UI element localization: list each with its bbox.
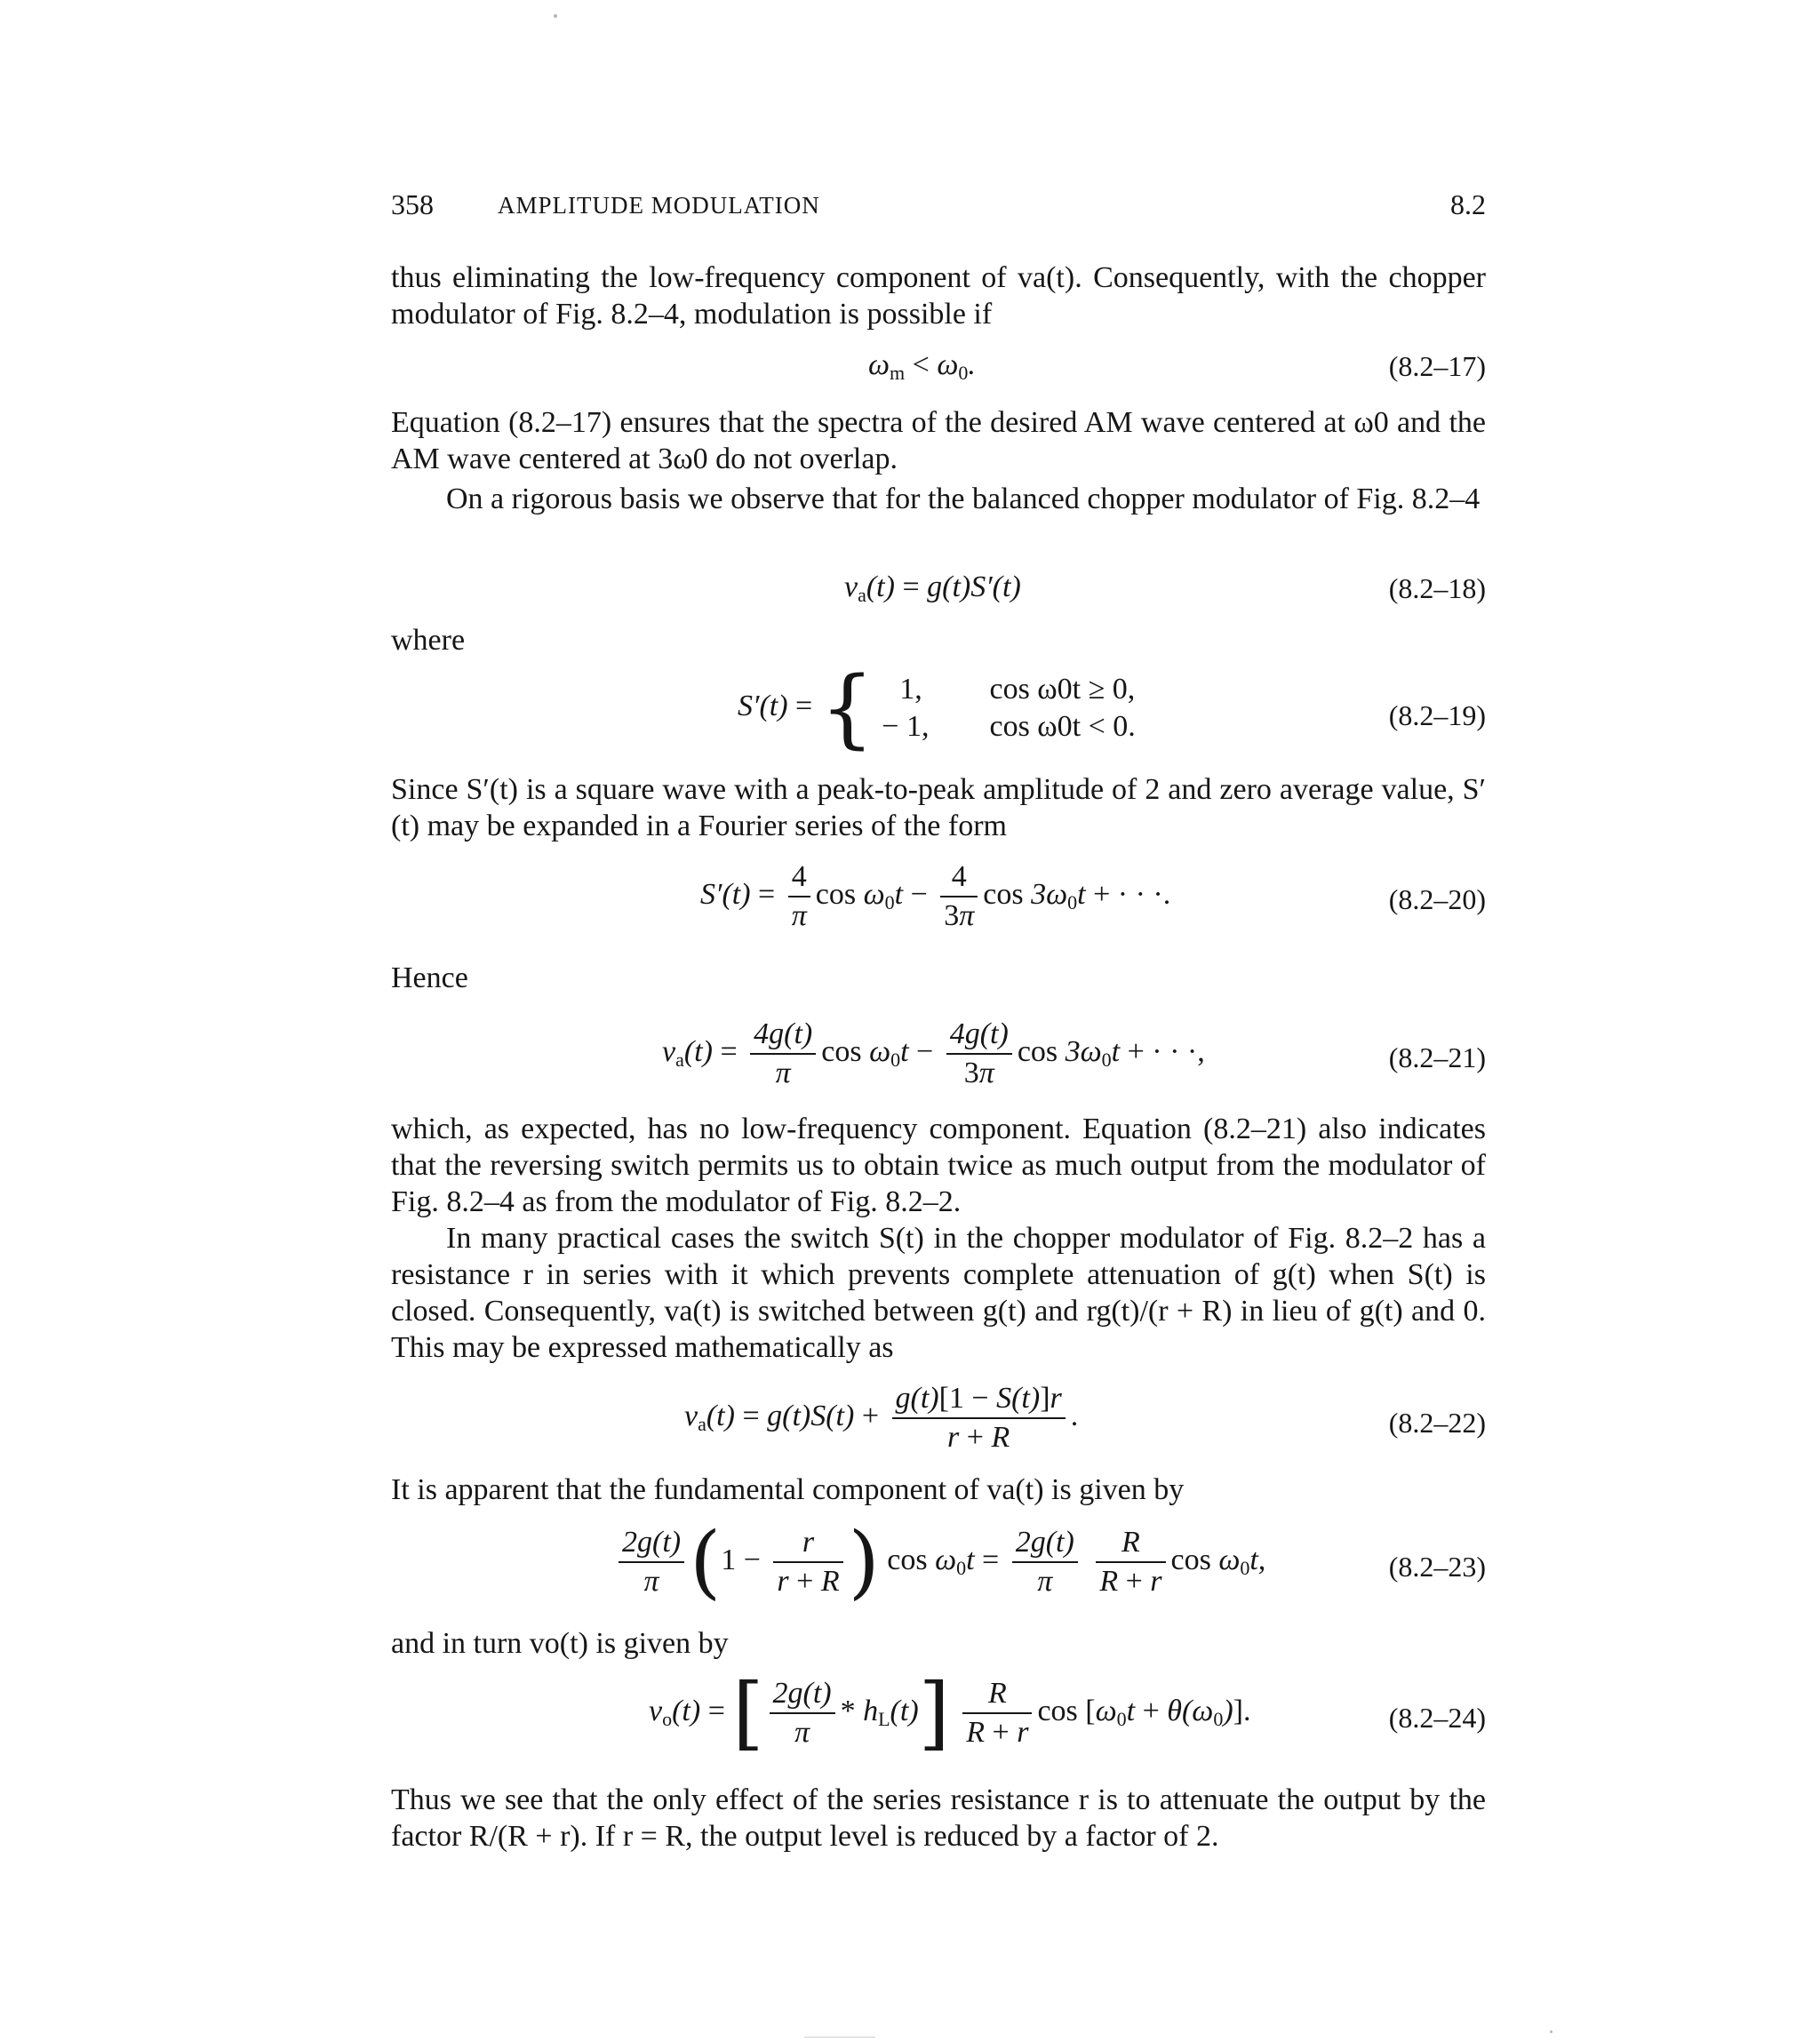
paragraph: and in turn vo(t) is given by <box>391 1627 729 1660</box>
section-number: 8.2 <box>1450 188 1486 220</box>
equation-number: (8.2–19) <box>1388 699 1486 731</box>
equation-8-2-21: $v_a(t)$ = $\frac{4g(t)}{\pi}$ $\cos \omega_0t$ − $\frac{4g(t)}{3\pi}$ $\cos 3\omega_0t$ + · · ·, <box>662 1017 1205 1089</box>
running-title: AMPLITUDE MODULATION <box>498 192 820 219</box>
scan-smudge <box>804 2037 875 2038</box>
case-value: 1, <box>899 673 922 706</box>
equation-8-2-23: $\frac{2g(t)}{\pi}$ (1 − $\frac{r}{r + R}$ ) $\cos \omega_0t$ = $\frac{2g(t)}{\pi}$ $\frac{R}{R + r}$ $\cos \omega_0t$, <box>613 1526 1265 1599</box>
equation-8-2-22: $v_a(t) = g(t)S(t)$ + $\frac{g(t)[1 - S(t)]r}{r + R}$ . <box>684 1382 1079 1454</box>
case-condition: cos ω0t ≥ 0, <box>989 673 1136 706</box>
scan-speck <box>1550 2030 1553 2033</box>
equation-number: (8.2–20) <box>1388 883 1486 915</box>
equation-8-2-18: $v_a(t) = g(t)S'(t)$ <box>844 570 1021 606</box>
equation-number: (8.2–17) <box>1388 350 1486 382</box>
paragraph: Equation (8.2–17) ensures that the spectra of the desired AM wave centered at ω0 and the AM wave centered at 3ω0 do not overlap. <box>391 406 1486 475</box>
page-number: 358 <box>391 188 434 220</box>
equation-8-2-24: $v_o(t)$ = [ $\frac{2g(t)}{\pi}$ * $h_L(t)$] $\frac{R}{R + r}$ $\cos [\omega_0t + \theta(\omega_0)]$. <box>649 1666 1251 1759</box>
equation-8-2-19: S′(t) = { 1, cos ω0t ≥ 0, − 1, cos ω0t < 0. <box>738 671 1161 746</box>
equation-number: (8.2–23) <box>1388 1551 1486 1583</box>
equation-8-2-20: S′(t) = $\frac{4}{\pi}$ $\cos \omega_0t$ − $\frac{4}{3\pi}$ $\cos 3\omega_0t$ + · · ·. <box>700 860 1171 932</box>
case-value: − 1, <box>882 710 930 743</box>
paragraph: thus eliminating the low-frequency component of va(t). Consequently, with the chopper modulator of Fig. 8.2–4, modulation is possible if <box>391 261 1486 331</box>
paragraph: It is apparent that the fundamental component of va(t) is given by <box>391 1473 1185 1506</box>
left-brace: { <box>819 658 874 758</box>
paragraph: Thus we see that the only effect of the series resistance r is to attenuate the output by the factor R/(R + r). If r = R, the output level is reduced by a factor of 2. <box>391 1783 1486 1853</box>
paragraph: Since S′(t) is a square wave with a peak-to-peak amplitude of 2 and zero average value, S′(t) may be expanded in a Fourier series of the form <box>391 773 1486 842</box>
paragraph: Hence <box>391 961 468 994</box>
paragraph: In many practical cases the switch S(t) in the chopper modulator of Fig. 8.2–2 has a resistance r in series with it which prevents complete attenuation of g(t) when S(t) is closed. Consequently, va(t) is switched between g(t) and rg(t)/(r + R) in lieu of g(t) and 0. This may be expressed mathematically as <box>391 1222 1486 1364</box>
case-condition: cos ω0t < 0. <box>989 710 1136 743</box>
equation-number: (8.2–22) <box>1388 1407 1486 1439</box>
equation-8-2-17: $\omega_m < \omega_0$. <box>868 348 976 384</box>
scan-speck <box>554 14 557 18</box>
equation-number: (8.2–24) <box>1388 1702 1486 1734</box>
paragraph: On a rigorous basis we observe that for the balanced chopper modulator of Fig. 8.2–4 <box>446 483 1481 515</box>
equation-number: (8.2–21) <box>1388 1041 1486 1073</box>
paragraph: where <box>391 624 466 657</box>
paragraph: which, as expected, has no low-frequency component. Equation (8.2–21) also indicates that the reversing switch permits us to obtain twice as much output from the modulator of Fig. 8.2–4 as from the modulator of Fig. 8.2–2. <box>391 1113 1486 1218</box>
equation-number: (8.2–18) <box>1388 572 1486 604</box>
